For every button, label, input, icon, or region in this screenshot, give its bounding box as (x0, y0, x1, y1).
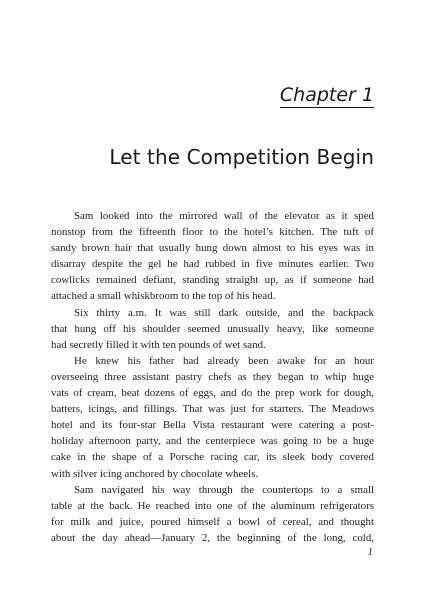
chapter-title: Let the Competition Begin (109, 145, 374, 169)
text-line: Sam navigated his way through the countertops to a small (74, 483, 374, 496)
text-line: overseeing three assistant pastry chefs as they began to whip huge (51, 370, 374, 383)
text-line: about the day ahead—January 2, the beginning of the long, cold, (51, 531, 374, 544)
paragraph (51, 482, 374, 546)
text-line: cake in the shape of a Porsche racing car, its sleek body covered (51, 451, 374, 464)
text-line: for milk and juice, poured himself a bowl of cereal, and thought (51, 515, 374, 528)
text-line: nonstop from the fifteenth floor to the hotel’s kitchen. The tuft of (51, 226, 374, 239)
paragraph (51, 208, 374, 305)
text-line: cowlicks remained defiant, standing straight up, as if someone had (51, 274, 374, 287)
text-line: batters, icings, and fillings. That was just for starters. The Meadows (51, 403, 374, 416)
paragraph (51, 353, 374, 482)
chapter-label: Chapter 1 (279, 84, 374, 106)
text-line: disarray despite the gel he had rubbed in five minutes earlier. Two (51, 258, 374, 271)
page-number: 1 (367, 546, 373, 558)
text-line: Sam looked into the mirrored wall of the elevator as it sped (74, 210, 374, 222)
text-line: had secretly filled it with ten pounds of wet sand. (51, 338, 266, 351)
text-line: attached a small whiskbroom to the top of his head. (51, 290, 276, 303)
text-line: hotel and its four-star Bella Vista restaurant were catering a post- (51, 419, 374, 432)
text-line: Six thirty a.m. It was still dark outside, and the backpack (74, 306, 374, 319)
text-line: vats of cream, beat dozens of eggs, and do the prep work for dough, (51, 387, 374, 400)
text-line: that hung off his shoulder seemed unusually heavy, like someone (51, 322, 374, 335)
text-line: He knew his father had already been awake for an hour (74, 354, 374, 367)
chapter-body (51, 208, 374, 546)
text-line: sandy brown hair that usually hung down almost to his eyes was in (51, 242, 374, 255)
paragraph (51, 305, 374, 353)
text-line: with silver icing anchored by chocolate wheels. (51, 467, 259, 480)
text-line: holiday afternoon party, and the centerpiece was going to be a huge (51, 435, 374, 448)
text-line: table at the back. He reached into one of the aluminum refrigerators (51, 499, 374, 512)
